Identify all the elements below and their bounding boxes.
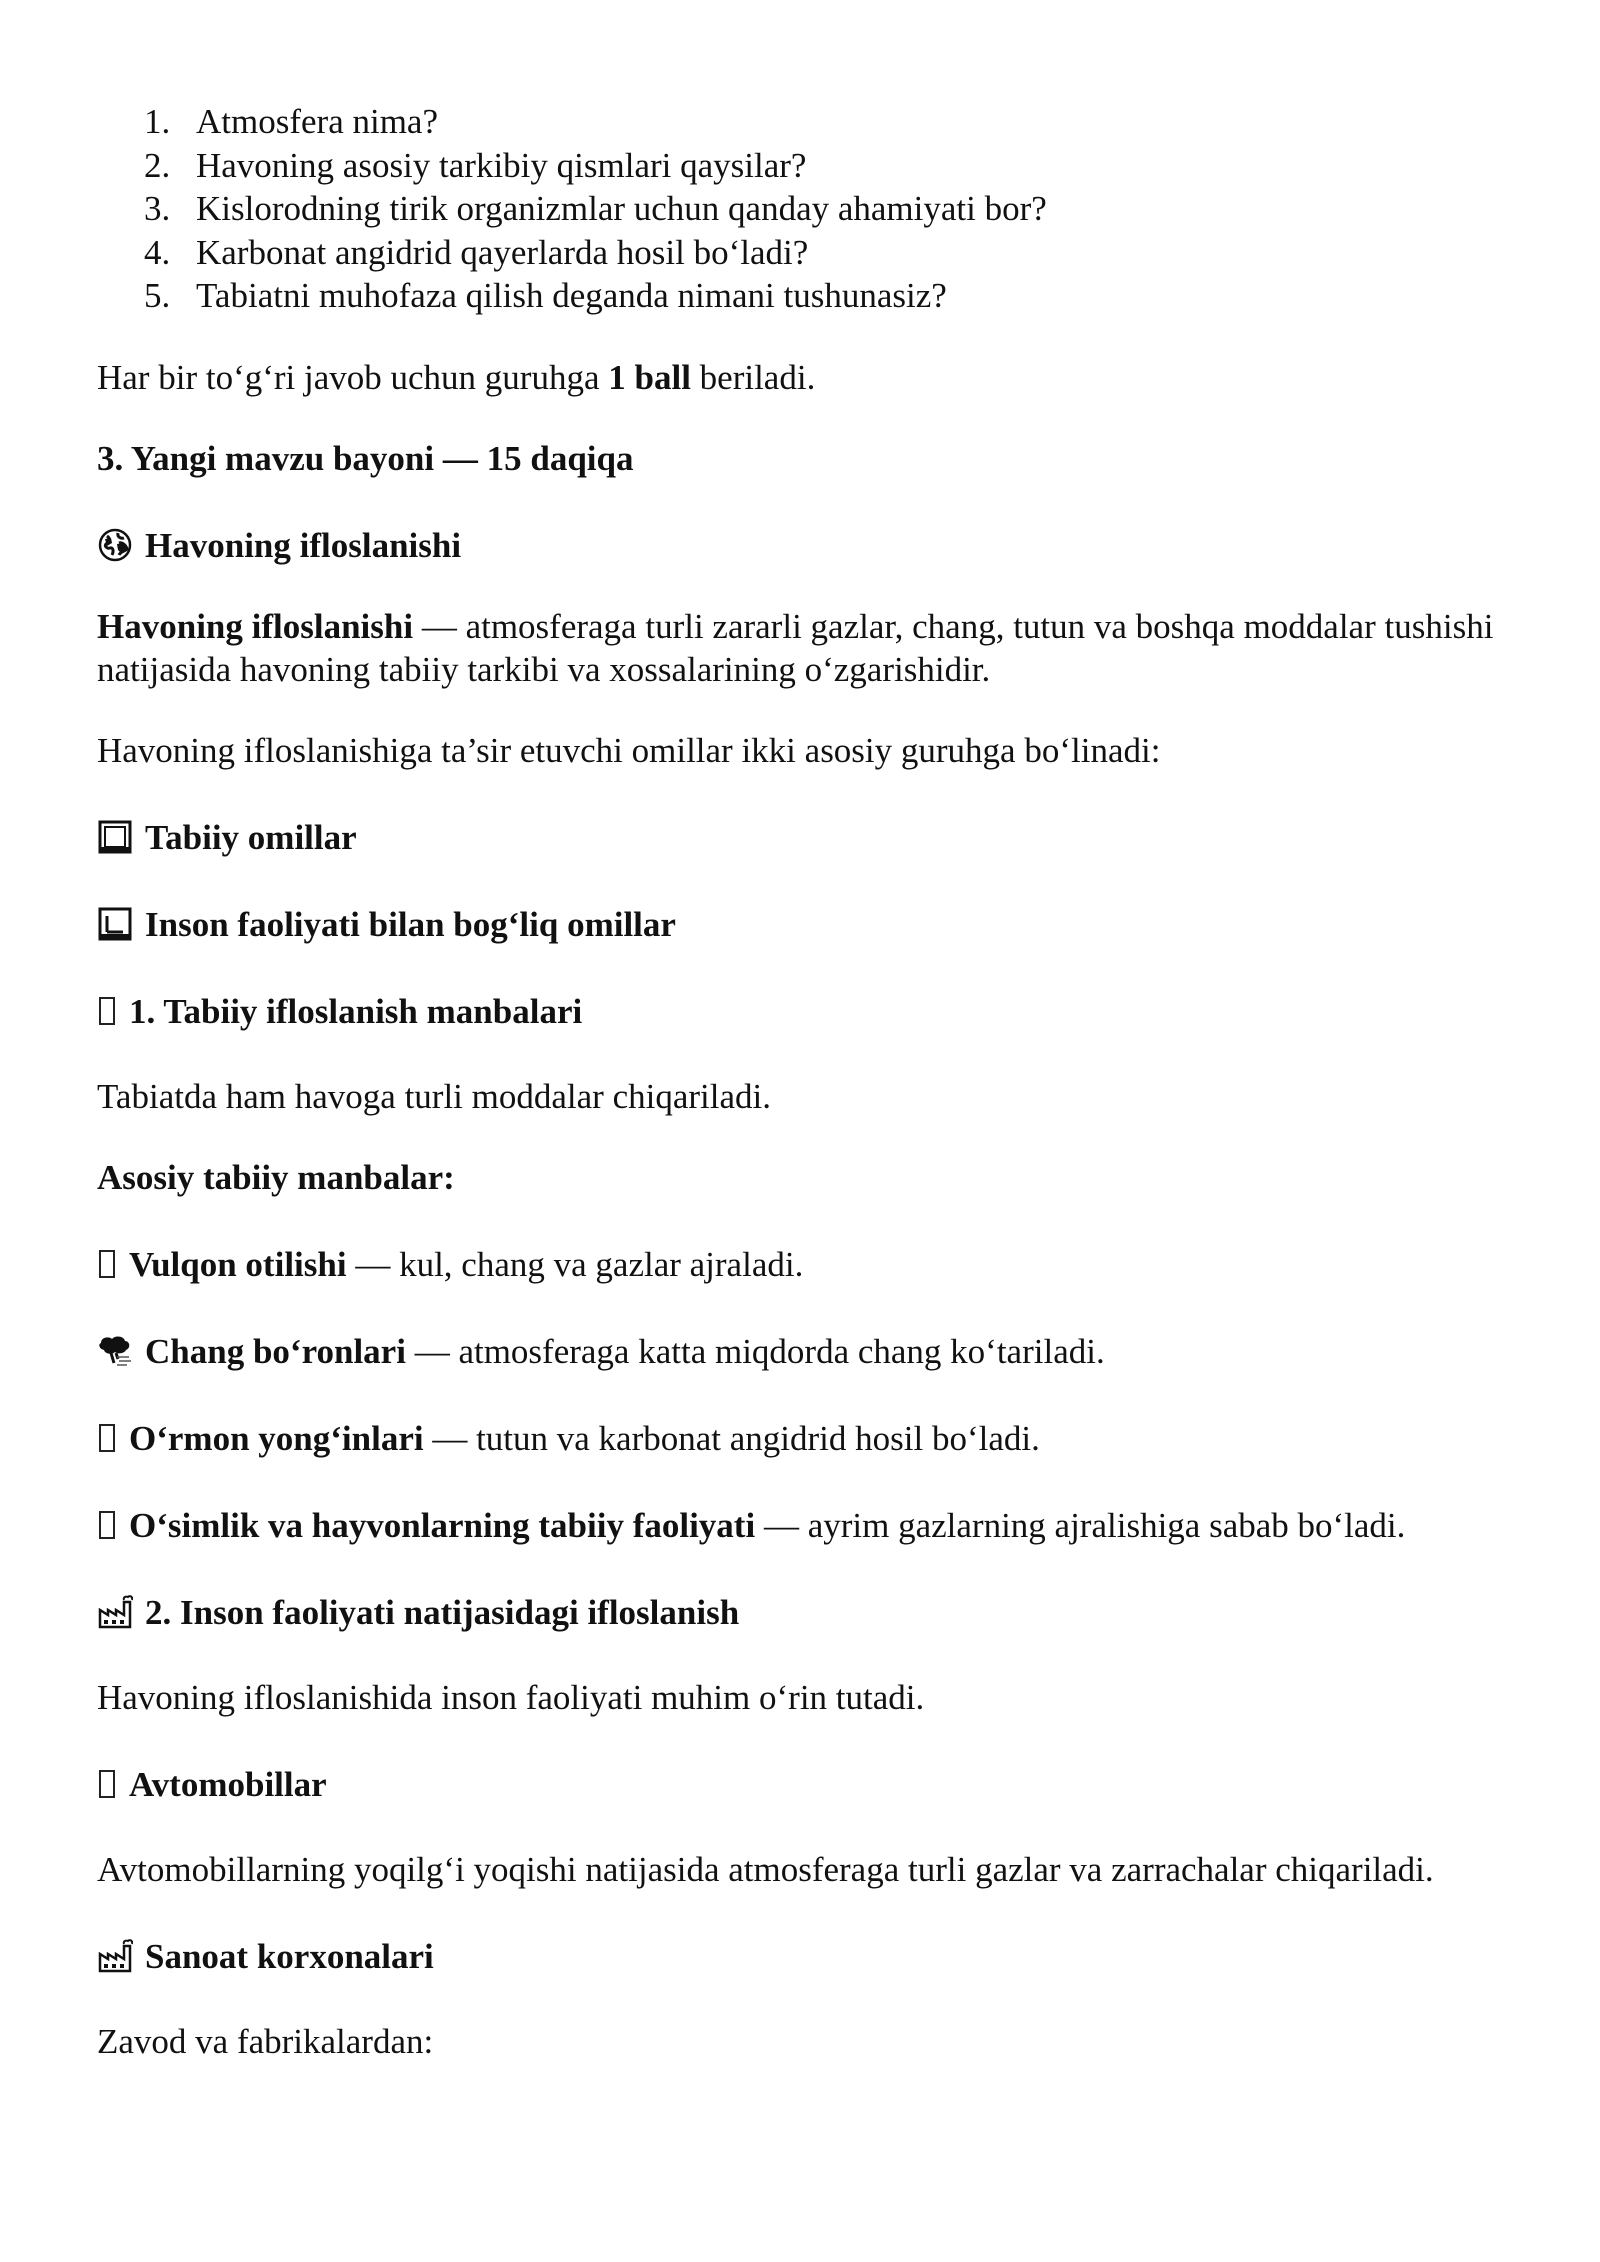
source-item-volcano bbox=[97, 1243, 1517, 1286]
missing-glyph-icon bbox=[99, 1770, 115, 1798]
factor-natural-heading bbox=[97, 816, 1517, 859]
missing-glyph-icon bbox=[99, 1511, 115, 1539]
heading-text: Avtomobillar bbox=[129, 1764, 327, 1804]
source-item-text bbox=[129, 1504, 1405, 1547]
heading-text: Tabiiy omillar bbox=[145, 817, 357, 857]
source-item-desc: — tutun va karbonat angidrid hosil bo‘ladi. bbox=[423, 1418, 1040, 1458]
source-item-bio-activity bbox=[97, 1504, 1517, 1547]
list-item-text: Kislorodning tirik organizmlar uchun qanday ahamiyati bor? bbox=[196, 189, 1047, 228]
factor-human-heading bbox=[97, 903, 1517, 946]
list-item bbox=[97, 231, 1517, 275]
document-page bbox=[97, 100, 1517, 2063]
list-item bbox=[97, 187, 1517, 231]
heading-text: Inson faoliyati bilan bog‘liq omillar bbox=[145, 904, 676, 944]
tornado-icon bbox=[97, 1333, 133, 1369]
globe-icon bbox=[97, 527, 133, 563]
industry-paragraph: Zavod va fabrikalardan: bbox=[97, 2021, 434, 2061]
heading-text: 1. Tabiiy ifloslanish manbalari bbox=[129, 991, 583, 1031]
air-pollution-heading bbox=[97, 524, 1517, 567]
section-title: 3. Yangi mavzu bayoni — 15 daqiqa bbox=[97, 438, 634, 478]
missing-glyph-icon bbox=[99, 1250, 115, 1278]
source-item-text bbox=[129, 1417, 1040, 1460]
cars-paragraph: Avtomobillarning yoqilg‘i yoqishi natijasida atmosferaga turli gazlar va zarrachalar chiqariladi. bbox=[97, 1849, 1434, 1889]
keycap-1-icon bbox=[97, 819, 133, 855]
source-item-title: O‘rmon yong‘inlari bbox=[129, 1418, 424, 1458]
scoring-text-after: beriladi. bbox=[690, 357, 816, 397]
list-item-text: Tabiatni muhofaza qilish deganda nimani tushunasiz? bbox=[196, 276, 947, 315]
source-item-desc: — ayrim gazlarning ajralishiga sabab bo‘ladi. bbox=[755, 1505, 1406, 1545]
heading-text: 2. Inson faoliyati natijasidagi ifloslanish bbox=[145, 1592, 740, 1632]
source-item-text bbox=[145, 1330, 1105, 1373]
heading-text: Havoning ifloslanishi bbox=[145, 525, 462, 565]
list-item-text: Havoning asosiy tarkibiy qismlari qaysilar? bbox=[196, 145, 807, 185]
missing-glyph-icon bbox=[99, 997, 115, 1025]
definition-text: — atmosferaga turli zararli gazlar, chang, tutun va boshqa moddalar tushishi natijasida havoning tabiiy tarkibi va xossalarining o‘zgarishidir. bbox=[97, 606, 1494, 689]
scoring-text-before: Har bir to‘g‘ri javob uchun guruhga bbox=[97, 357, 609, 397]
factory-icon bbox=[97, 1938, 133, 1974]
review-questions-list bbox=[97, 100, 1517, 318]
source-item-title: Vulqon otilishi bbox=[129, 1244, 347, 1284]
natural-intro: Tabiatda ham havoga turli moddalar chiqariladi. bbox=[97, 1076, 771, 1116]
human-intro: Havoning ifloslanishida inson faoliyati muhim o‘rin tutadi. bbox=[97, 1677, 925, 1717]
source-item-dust-storm bbox=[97, 1330, 1517, 1373]
source-item-text bbox=[129, 1243, 803, 1286]
factory-icon bbox=[97, 1594, 133, 1630]
keycap-2-icon bbox=[97, 906, 133, 942]
source-item-title: O‘simlik va hayvonlarning tabiiy faoliyati bbox=[129, 1505, 756, 1545]
list-item-number: 2. bbox=[144, 145, 171, 185]
factors-intro: Havoning ifloslanishiga ta’sir etuvchi omillar ikki asosiy guruhga bo‘linadi: bbox=[97, 730, 1161, 770]
missing-glyph-icon bbox=[99, 1424, 115, 1452]
list-item bbox=[97, 100, 1517, 144]
list-item-text: Atmosfera nima? bbox=[196, 102, 438, 141]
source-item-title: Chang bo‘ronlari bbox=[145, 1331, 406, 1371]
cars-heading bbox=[97, 1763, 1517, 1806]
list-item-number: 3. bbox=[144, 189, 171, 228]
list-item-number: 4. bbox=[144, 232, 171, 272]
list-item bbox=[97, 274, 1517, 318]
sources-label: Asosiy tabiiy manbalar: bbox=[97, 1157, 455, 1197]
human-sources-heading bbox=[97, 1591, 1517, 1634]
list-item-number: 5. bbox=[144, 276, 171, 315]
definition-paragraph bbox=[97, 605, 1517, 691]
source-item-desc: — atmosferaga katta miqdorda chang ko‘tariladi. bbox=[405, 1331, 1105, 1371]
source-item-forest-fire bbox=[97, 1417, 1517, 1460]
heading-text: Sanoat korxonalari bbox=[145, 1936, 434, 1976]
scoring-note bbox=[97, 356, 1517, 399]
list-item-text: Karbonat angidrid qayerlarda hosil bo‘ladi? bbox=[196, 232, 809, 272]
scoring-points: 1 ball bbox=[608, 357, 691, 397]
list-item-number: 1. bbox=[144, 102, 171, 141]
industry-heading bbox=[97, 1935, 1517, 1978]
list-item bbox=[97, 144, 1517, 188]
source-item-desc: — kul, chang va gazlar ajraladi. bbox=[346, 1244, 804, 1284]
natural-sources-heading bbox=[97, 990, 1517, 1033]
definition-term: Havoning ifloslanishi bbox=[97, 606, 414, 646]
